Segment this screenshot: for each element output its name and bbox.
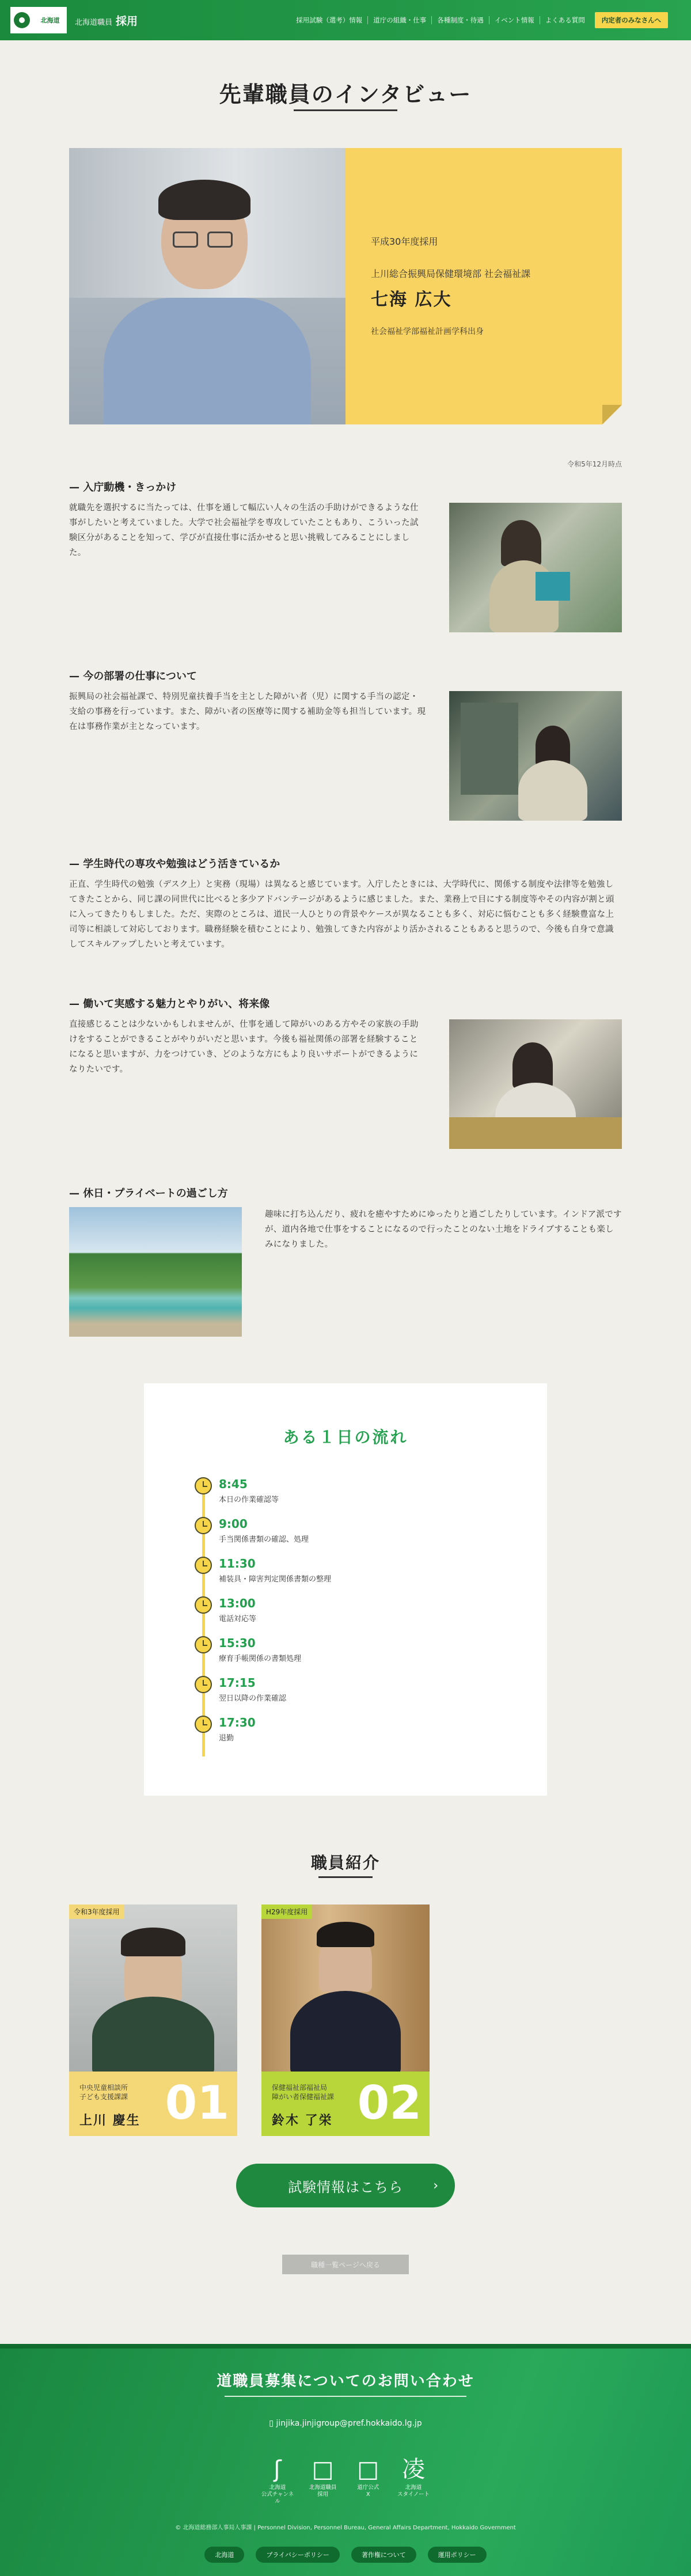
card-fold-corner xyxy=(602,405,622,424)
work-photo xyxy=(449,1019,622,1149)
contact-underline xyxy=(225,2396,466,2397)
section-heading: — 休日・プライベートの過ごし方 xyxy=(69,1188,228,1200)
recruit-account-icon[interactable]: □ 北海道職員 採用 xyxy=(309,2456,337,2498)
nav-exam-info[interactable]: 採用試験（選考）情報 xyxy=(291,16,368,24)
profile-card xyxy=(346,148,622,424)
staff-number: 01 xyxy=(165,2076,229,2130)
clock-icon xyxy=(195,1517,212,1534)
clock-icon xyxy=(195,1557,212,1574)
staff-photo xyxy=(69,1905,237,2072)
mail-icon: ▯ xyxy=(269,2419,276,2428)
footer-link-copyright[interactable]: 著作権について xyxy=(351,2547,416,2563)
nav-systems[interactable]: 各種制度・待遇 xyxy=(432,16,489,24)
holiday-photo xyxy=(69,1207,242,1337)
brand-large: 採用 xyxy=(116,14,138,28)
section-body: 就職先を選択するに当たっては、仕事を通して幅広い人々の生活の手助けができるような仕事がしたいと考えていました。大学で社会福祉学を専攻していたこともあり、こういった試験区分があることを知って、学びが直接仕事に活かせると思い挑戦してみることにしました。 xyxy=(69,503,419,557)
section-heading: — 入庁動機・きっかけ xyxy=(69,481,177,494)
staff-card[interactable] xyxy=(261,1905,430,2136)
clock-icon xyxy=(195,1596,212,1614)
staff-year-tag: 令和3年度採用 xyxy=(69,1905,124,1919)
global-nav xyxy=(291,0,668,40)
section-body: 振興局の社会福祉課で、特別児童扶養手当を主とした障がい者（児）に関する手当の認定・支給の事務を行っています。また、障がい者の医療等に関する補助金等も担当しています。現在は事務作業が主となっています。 xyxy=(69,692,426,731)
contact-heading: 道職員募集についてのお問い合わせ xyxy=(217,2373,474,2390)
page-title: 先輩職員のインタビュー xyxy=(219,82,472,107)
footer-links xyxy=(0,2547,691,2563)
note-account-icon[interactable]: 凌 北海道 スタイノート xyxy=(397,2456,430,2498)
social-links xyxy=(259,2457,432,2505)
profile-name: 七海 広大 xyxy=(371,290,452,310)
clock-icon xyxy=(195,1636,212,1653)
as-of-date: 令和5年12月時点 xyxy=(567,460,622,468)
clock-icon xyxy=(195,1676,212,1693)
exam-info-button[interactable] xyxy=(236,2164,455,2207)
staff-year-tag: H29年度採用 xyxy=(261,1905,312,1919)
staff-card[interactable] xyxy=(69,1905,237,2136)
staff-department: 中央児童相談所 子ども支援課課 xyxy=(79,2084,128,2101)
exam-info-label: 試験情報はこちら xyxy=(288,2179,403,2195)
staff-department: 保健福祉部福祉局 障がい者保健福祉課 xyxy=(272,2084,335,2101)
staff-underline xyxy=(318,1876,373,1878)
copyright: © 北海道総務部人事局人事課 | Personnel Division, Personnel Bureau, General Affairs Department, Hokkaido Government xyxy=(175,2525,516,2531)
clock-icon xyxy=(195,1477,212,1494)
site-footer xyxy=(0,2344,691,2576)
profile-education: 社会福祉学部福祉計画学科出身 xyxy=(371,327,484,336)
profile-photo xyxy=(69,148,346,424)
schedule-title: ある１日の流れ xyxy=(283,1428,408,1447)
staff-heading: 職員紹介 xyxy=(310,1853,380,1872)
footer-link-hokkaido[interactable]: 北海道 xyxy=(204,2547,244,2563)
back-to-list-button[interactable]: 職種一覧ページへ戻る xyxy=(282,2255,409,2274)
section-body: 直接感じることは少ないかもしれませんが、仕事を通して障がいのある方やその家族の手助けをすることができることがやりがいだと思います。今後も福祉関係の部署を経験することになると思いますが、力をつけていき、どのような方にもより良いサポートができるようになりたいです。 xyxy=(69,1020,419,1074)
brand-small: 北海道職員 xyxy=(75,18,113,27)
staff-photo xyxy=(261,1905,430,2072)
section-heading: — 今の部署の仕事について xyxy=(69,670,197,682)
site-brand[interactable] xyxy=(75,13,138,28)
contact-email[interactable]: ▯ jinjika.jinjigroup@pref.hokkaido.lg.jp xyxy=(269,2419,422,2428)
footer-link-policy[interactable]: 運用ポリシー xyxy=(428,2547,487,2563)
site-header xyxy=(0,0,691,40)
staff-name: 鈴木 了栄 xyxy=(272,2114,333,2128)
section-heading: — 学生時代の専攻や勉強はどう活きているか xyxy=(69,858,280,870)
work-photo xyxy=(449,503,622,632)
nav-organization[interactable]: 道庁の組織・仕事 xyxy=(368,16,432,24)
footer-link-privacy[interactable]: プライバシーポリシー xyxy=(256,2547,339,2563)
nav-events[interactable]: イベント情報 xyxy=(489,16,540,24)
nav-cta-button[interactable]: 内定者のみなさんへ xyxy=(595,12,668,28)
staff-info-band xyxy=(69,2072,237,2136)
profile-year: 平成30年度採用 xyxy=(371,236,438,247)
profile-department: 上川総合振興局保健環境部 社会福祉課 xyxy=(371,268,531,279)
daily-schedule-card: ある１日の流れ 8:45 本日の作業確認等 9:00 手当関係書類の確認、処理 11:30 補装具・障害判定関係書類の整理 13:00 電話対応等 15:30 療育手帳関係の書類処理 17:15 翌日以降の作業確認 17:30 退勤 xyxy=(144,1383,547,1796)
work-photo xyxy=(449,691,622,821)
hokkaido-logo-text[interactable]: 北海道 xyxy=(33,7,67,33)
nav-faq[interactable]: よくある質問 xyxy=(545,16,585,24)
x-account-icon[interactable]: □ 道庁公式 X xyxy=(357,2456,379,2498)
staff-name: 上川 慶生 xyxy=(79,2114,141,2128)
section-heading: — 働いて実感する魅力とやりがい、将来像 xyxy=(69,998,270,1010)
youtube-channel-icon[interactable]: ʃ 北海道 公式チャンネル xyxy=(261,2456,294,2505)
staff-info-band xyxy=(261,2072,430,2136)
chevron-right-icon: › xyxy=(433,2179,439,2193)
title-underline xyxy=(294,109,397,111)
clock-icon xyxy=(195,1716,212,1733)
staff-number: 02 xyxy=(357,2076,422,2130)
section-body: 趣味に打ち込んだり、疲れを癒やすためにゆったりと過ごしたりしています。インドア派ですが、道内各地で仕事をすることになるので行ったことのない土地をドライブすることも楽しみになりました。 xyxy=(265,1210,622,1249)
hokkaido-logo[interactable] xyxy=(10,7,33,33)
section-body: 正直、学生時代の勉強（デスク上）と実務（現場）は異なると感じています。入庁したときには、大学時代に、関係する制度や法律等を勉強してきたことから、同じ課の同世代に比べると多少アドバンテージがあるように感じました。また、業務上で目にする制度等やその内容が割と頭に入ってきたりもしました。ただ、実際のところは、道民一人ひとりの背景やケースが異なることも多く、対応に悩むことも多く経験豊富な上司等に相談して対応しております。職務経験を積むことにより、勉強してきた内容がより活かされることもあると思うので、今後も自身で意識してスキルアップしたいと考えています。 xyxy=(69,880,614,949)
